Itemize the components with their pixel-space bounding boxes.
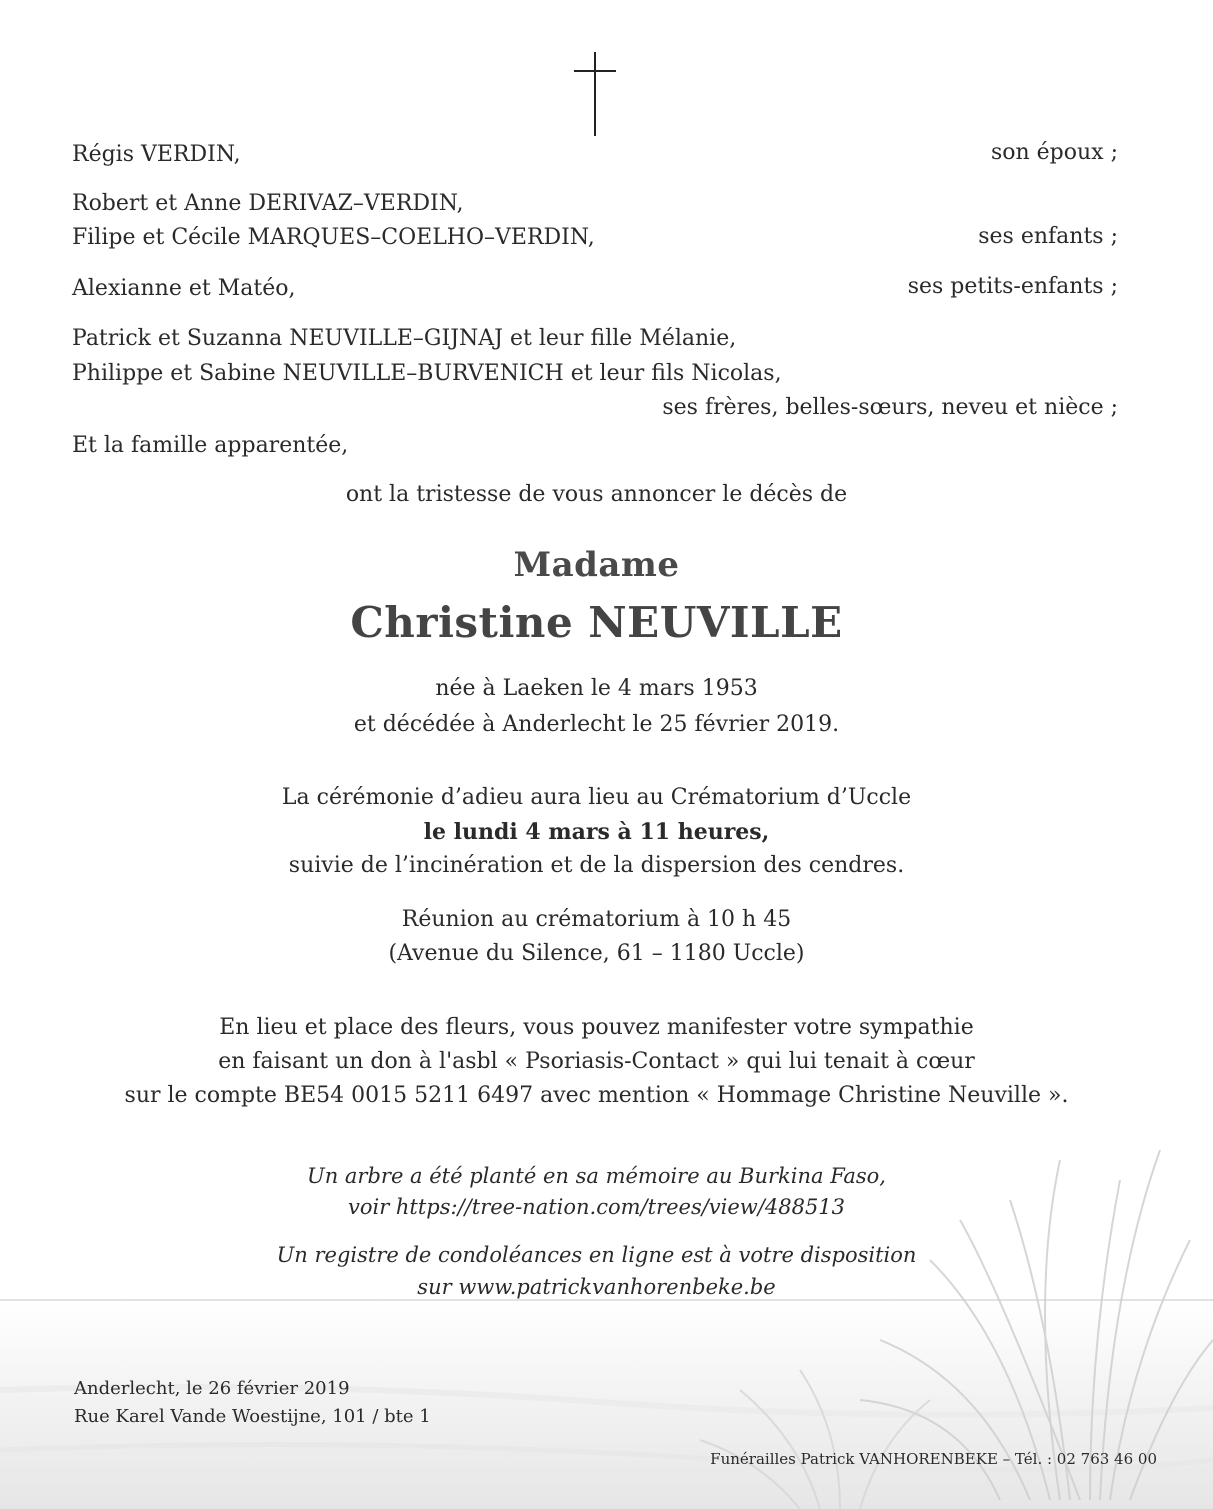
family-relation: son époux ; [990, 140, 1118, 165]
donation-line: En lieu et place des fleurs, vous pouvez manifester votre sympathie [219, 1015, 974, 1040]
meeting-time: Réunion au crématorium à 10 h 45 [401, 907, 792, 932]
home-address: Rue Karel Vande Woestijne, 101 / bte 1 [74, 1406, 431, 1427]
family-name: Régis VERDIN, [72, 142, 241, 167]
cross-icon [560, 50, 630, 138]
family-children [72, 187, 1118, 255]
family-name: Philippe et Sabine NEUVILLE–BURVENICH et leur fils Nicolas, [72, 361, 782, 386]
family-name: Robert et Anne DERIVAZ–VERDIN, [72, 191, 464, 216]
death-line: et décédée à Anderlecht le 25 février 2019. [353, 712, 840, 737]
family-relation: ses frères, belles-sœurs, neveu et nièce ; [662, 395, 1118, 420]
register-link[interactable]: sur www.patrickvanhorenbeke.be [417, 1275, 776, 1299]
register-line: Un registre de condoléances en ligne est à votre disposition [276, 1243, 917, 1267]
announcement: ont la tristesse de vous annoncer le décès de [345, 482, 848, 507]
tree-link[interactable]: voir https://tree-nation.com/trees/view/488513 [347, 1195, 846, 1219]
family-siblings [72, 322, 1118, 424]
family-name: Patrick et Suzanna NEUVILLE–GIJNAJ et leur fille Mélanie, [72, 326, 737, 351]
family-spouse [72, 136, 1118, 170]
deceased-title: Madame [513, 545, 680, 585]
place-date: Anderlecht, le 26 février 2019 [74, 1378, 350, 1399]
family-name: Alexianne et Matéo, [72, 276, 296, 301]
family-grandchildren [72, 272, 1118, 306]
ceremony-incineration: suivie de l’incinération et de la dispersion des cendres. [288, 853, 905, 878]
donation-account: sur le compte BE54 0015 5211 6497 avec mention « Hommage Christine Neuville ». [124, 1083, 1069, 1108]
meeting-address: (Avenue du Silence, 61 – 1180 Uccle) [388, 941, 805, 966]
family-relation: ses petits-enfants ; [907, 274, 1118, 299]
funeral-home: Funérailles Patrick VANHORENBEKE – Tél. : 02 763 46 00 [710, 1450, 1157, 1468]
family-name: Filipe et Cécile MARQUES–COELHO–VERDIN, [72, 225, 595, 250]
family-relatives [72, 429, 1118, 463]
birth-line: née à Laeken le 4 mars 1953 [435, 676, 758, 701]
family-relation: ses enfants ; [978, 224, 1118, 249]
ceremony-date: le lundi 4 mars à 11 heures, [423, 819, 770, 845]
ceremony-line: La cérémonie d’adieu aura lieu au Crématorium d’Uccle [281, 785, 912, 810]
tree-line: Un arbre a été planté en sa mémoire au Burkina Faso, [307, 1164, 886, 1188]
donation-line: en faisant un don à l'asbl « Psoriasis-Contact » qui lui tenait à cœur [218, 1049, 975, 1074]
family-name: Et la famille apparentée, [72, 433, 349, 458]
deceased-name: Christine NEUVILLE [350, 598, 843, 647]
